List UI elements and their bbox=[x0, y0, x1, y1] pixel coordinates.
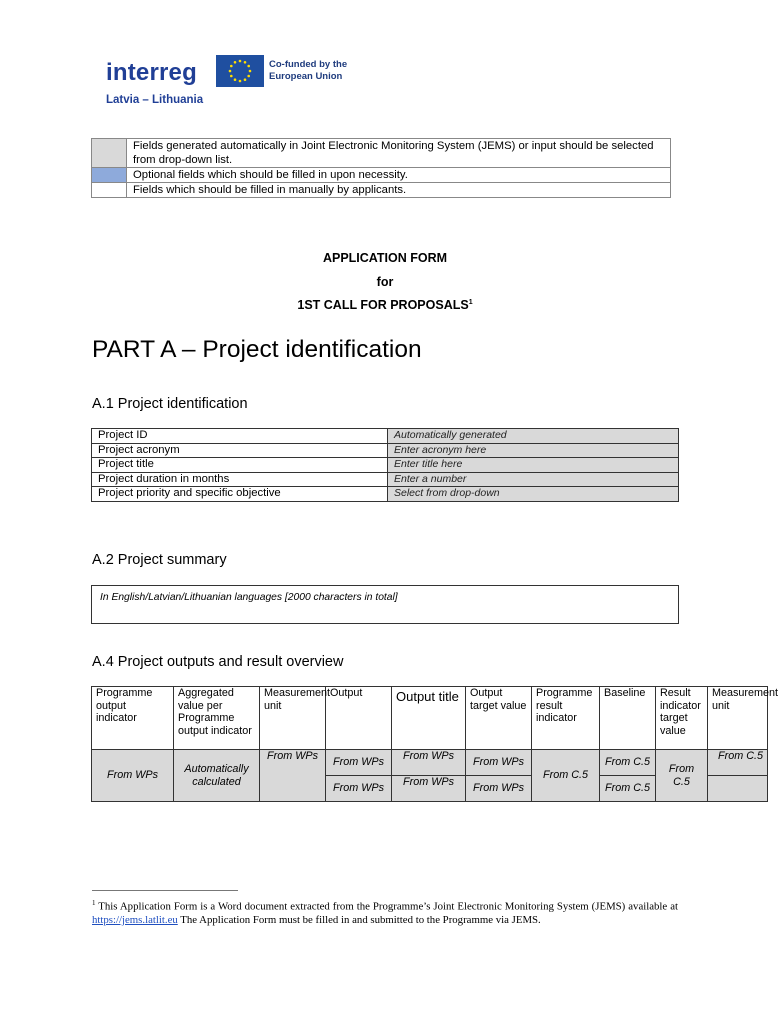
column-header: Output bbox=[326, 687, 392, 750]
footnote-number: 1 bbox=[92, 899, 96, 907]
eu-flag-icon bbox=[216, 55, 264, 87]
legend-text: Fields generated automatically in Joint Electronic Monitoring System (JEMS) or input should be selected from drop-down list. bbox=[127, 139, 671, 168]
priority-dropdown[interactable]: Select from drop-down bbox=[388, 487, 679, 502]
column-header: Measurement unit bbox=[260, 687, 326, 750]
column-header: Programme result indicator bbox=[532, 687, 600, 750]
table-row bbox=[92, 429, 679, 444]
duration-field[interactable]: Enter a number bbox=[388, 472, 679, 487]
project-id-table bbox=[91, 428, 679, 502]
output-title-cell: From WPs bbox=[392, 750, 466, 776]
legend-row bbox=[92, 168, 671, 183]
column-header: Aggregated value per Programme output indicator bbox=[174, 687, 260, 750]
form-title-call bbox=[0, 298, 770, 312]
footnote-rule bbox=[92, 890, 238, 891]
region-text: Latvia – Lithuania bbox=[106, 94, 204, 106]
legend-text: Optional fields which should be filled in upon necessity. bbox=[127, 168, 671, 183]
part-a-heading: PART A – Project identification bbox=[92, 336, 422, 363]
prog-output-cell: From WPs bbox=[92, 750, 174, 802]
legend-swatch-blue bbox=[92, 168, 127, 183]
call-title-text: 1ST CALL FOR PROPOSALS bbox=[297, 298, 469, 312]
acronym-field[interactable]: Enter acronym here bbox=[388, 443, 679, 458]
summary-field[interactable] bbox=[91, 585, 679, 624]
footnote bbox=[92, 897, 678, 927]
aggregated-cell: Automatically calculated bbox=[174, 750, 260, 802]
output-cell: From WPs bbox=[326, 776, 392, 802]
jems-link[interactable]: https://jems.latlit.eu bbox=[92, 914, 178, 926]
interreg-logo bbox=[106, 55, 376, 110]
table-row bbox=[92, 443, 679, 458]
legend-text: Fields which should be filled in manually by applicants. bbox=[127, 183, 671, 198]
row-label: Project acronym bbox=[92, 443, 388, 458]
title-field[interactable]: Enter title here bbox=[388, 458, 679, 473]
row-label: Project priority and specific objective bbox=[92, 487, 388, 502]
table-row bbox=[92, 487, 679, 502]
column-header: Result indicator target value bbox=[656, 687, 708, 750]
column-header: Output target value bbox=[466, 687, 532, 750]
result-indicator-cell: From C.5 bbox=[532, 750, 600, 802]
form-title: APPLICATION FORM bbox=[322, 251, 448, 265]
footnote-ref: 1 bbox=[468, 298, 473, 306]
legend-table bbox=[91, 138, 671, 198]
meas-unit-cell: From WPs bbox=[260, 750, 326, 802]
footnote-text-after: The Application Form must be filled in and submitted to the Programme via JEMS. bbox=[180, 914, 541, 926]
column-header: Programme output indicator bbox=[92, 687, 174, 750]
column-header: Measurement unit bbox=[708, 687, 768, 750]
target-cell: From WPs bbox=[466, 750, 532, 776]
legend-swatch-grey bbox=[92, 139, 127, 168]
outputs-table bbox=[91, 686, 778, 802]
row-label: Project title bbox=[92, 458, 388, 473]
target-cell: From WPs bbox=[466, 776, 532, 802]
cofunded-text: Co-funded by the European Union bbox=[269, 59, 348, 82]
meas-unit-2-cell: From C.5 bbox=[708, 750, 768, 776]
baseline-cell: From C.5 bbox=[600, 750, 656, 776]
legend-row bbox=[92, 139, 671, 168]
column-header-text: Output title bbox=[396, 689, 459, 704]
project-id-field: Automatically generated bbox=[388, 429, 679, 444]
footnote-text-before: This Application Form is a Word document extracted from the Programme’s Joint Electronic Monitoring System (JEMS) available at bbox=[98, 900, 678, 913]
a1-heading: A.1 Project identification bbox=[92, 396, 248, 412]
empty-cell bbox=[708, 776, 768, 802]
output-cell: From WPs bbox=[326, 750, 392, 776]
column-header bbox=[392, 687, 466, 750]
table-row bbox=[92, 458, 679, 473]
form-title-for: for bbox=[376, 275, 394, 289]
a2-heading: A.2 Project summary bbox=[92, 552, 227, 568]
result-target-cell: From C.5 bbox=[656, 750, 708, 802]
row-label: Project duration in months bbox=[92, 472, 388, 487]
legend-row bbox=[92, 183, 671, 198]
column-header: Baseline bbox=[600, 687, 656, 750]
summary-placeholder: In English/Latvian/Lithuanian languages [2000 characters in total] bbox=[100, 592, 398, 603]
output-title-cell: From WPs bbox=[392, 776, 466, 802]
row-label: Project ID bbox=[92, 429, 388, 444]
logo-wordmark: interreg bbox=[106, 59, 197, 86]
table-row bbox=[92, 750, 768, 776]
header-row bbox=[92, 687, 768, 750]
a4-heading: A.4 Project outputs and result overview bbox=[92, 654, 344, 670]
baseline-cell: From C.5 bbox=[600, 776, 656, 802]
table-row bbox=[92, 472, 679, 487]
legend-swatch-white bbox=[92, 183, 127, 198]
